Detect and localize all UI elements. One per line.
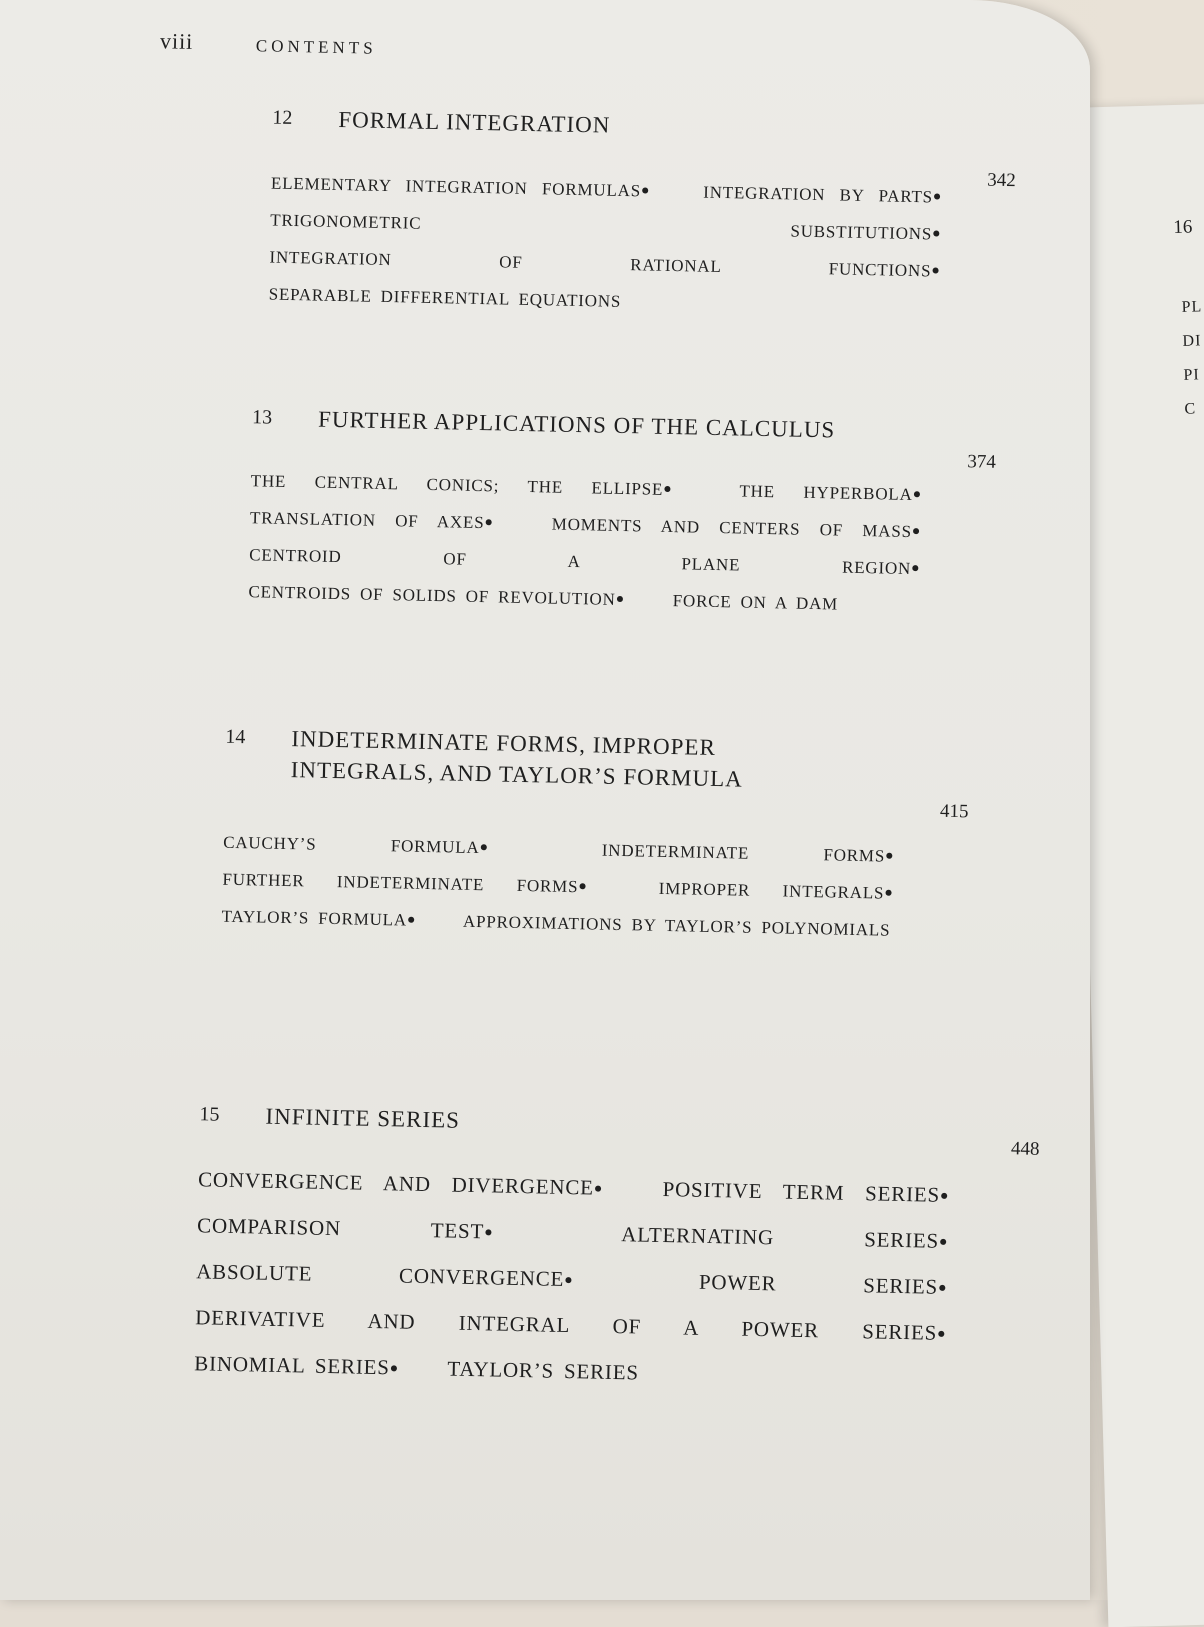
page-folio: viii <box>159 28 194 54</box>
topic-item: ALTERNATING SERIES <box>621 1222 940 1253</box>
topic-list <box>248 462 961 625</box>
chapter-number: 12 <box>272 106 293 129</box>
topic-item: SEPARABLE DIFFERENTIAL EQUATIONS <box>268 284 622 311</box>
bullet-separator: ● <box>884 885 894 901</box>
bullet-separator: ● <box>483 1225 494 1241</box>
topic-item: IMPROPER INTEGRALS <box>658 878 885 903</box>
topic-item: INDETERMINATE FORMS <box>601 840 886 866</box>
running-head-title: CONTENTS <box>255 36 377 58</box>
topic-item: BINOMIAL SERIES <box>194 1351 390 1380</box>
bullet-separator: ● <box>931 226 942 242</box>
bullet-separator: ● <box>939 1188 950 1204</box>
facing-text-fragment: PI <box>1183 366 1200 384</box>
topic-list <box>221 824 933 950</box>
topic-item: POWER SERIES <box>698 1269 939 1299</box>
topic-item: INTEGRATION BY PARTS <box>703 182 934 207</box>
bullet-separator: ● <box>593 1181 604 1197</box>
chapter-entry <box>221 722 969 940</box>
bullet-separator: ● <box>910 561 921 577</box>
topic-list <box>194 1157 989 1403</box>
bullet-separator: ● <box>640 183 651 199</box>
topic-item: FORCE ON A DAM <box>672 591 839 614</box>
facing-text-fragment: C <box>1184 400 1197 418</box>
topic-item: CENTROIDS OF SOLIDS OF REVOLUTION <box>248 582 616 609</box>
facing-text-fragment: PL <box>1181 298 1203 316</box>
topic-item: THE HYPERBOLA <box>739 481 913 505</box>
topic-list <box>268 165 981 328</box>
topic-item: ABSOLUTE CONVERGENCE <box>195 1259 565 1291</box>
bullet-separator: ● <box>484 515 494 531</box>
facing-text-fragment: DI <box>1182 332 1202 350</box>
chapter-title: FORMAL INTEGRATION <box>338 106 611 138</box>
facing-chapter-number: 16 <box>1173 216 1193 239</box>
topic-item: TRANSLATION OF AXES <box>249 508 485 533</box>
bullet-separator: ● <box>406 912 417 928</box>
bullet-separator: ● <box>563 1272 574 1289</box>
topic-item: THE CENTRAL CONICS; THE ELLIPSE <box>250 471 664 499</box>
topic-item: CAUCHY’S FORMULA <box>223 832 480 858</box>
topic-item: FURTHER INDETERMINATE FORMS <box>222 869 579 897</box>
bullet-separator: ● <box>884 848 895 864</box>
topic-item: MOMENTS AND CENTERS OF MASS <box>551 514 913 542</box>
chapter-page-number: 374 <box>967 451 997 473</box>
chapter-number: 13 <box>251 406 273 429</box>
topic-item: APPROXIMATIONS BY TAYLOR’S POLYNOMIALS <box>462 911 891 940</box>
chapter-title: FURTHER APPLICATIONS OF THE CALCULUS <box>317 406 836 443</box>
bullet-separator: ● <box>932 189 943 205</box>
chapter-entry <box>268 103 1016 311</box>
topic-item: DERIVATIVE AND INTEGRAL OF A POWER SERIES <box>195 1305 938 1345</box>
topic-item: CENTROID OF A PLANE REGION <box>249 545 912 579</box>
bullet-separator: ● <box>578 879 588 895</box>
topic-item: ELEMENTARY INTEGRATION FORMULAS <box>270 173 642 201</box>
topic-item: COMPARISON TEST <box>196 1213 485 1244</box>
chapter-page-number: 448 <box>1010 1138 1040 1160</box>
bullet-separator: ● <box>931 263 941 279</box>
chapter-number: 15 <box>199 1103 220 1126</box>
bullet-separator: ● <box>389 1361 400 1377</box>
chapter-page-number: 415 <box>939 800 969 823</box>
topic-item: INTEGRATION OF RATIONAL FUNCTIONS <box>269 247 932 281</box>
chapter-page-number: 342 <box>987 169 1016 192</box>
topic-item: TRIGONOMETRIC SUBSTITUTIONS <box>270 210 933 244</box>
chapter-entry <box>248 402 997 614</box>
bullet-separator: ● <box>936 1326 947 1342</box>
bullet-separator: ● <box>479 840 489 856</box>
bullet-separator: ● <box>938 1234 949 1250</box>
chapter-title: INDETERMINATE FORMS, IMPROPER INTEGRALS, AND TAYLOR’S FORMULA <box>290 726 744 792</box>
bullet-separator: ● <box>937 1280 948 1296</box>
bullet-separator: ● <box>912 487 923 503</box>
chapter-entry <box>194 1099 1040 1385</box>
topic-item: TAYLOR’S FORMULA <box>221 906 408 930</box>
bullet-separator: ● <box>911 524 922 540</box>
bullet-separator: ● <box>663 481 673 498</box>
topic-item: TAYLOR’S SERIES <box>447 1356 640 1385</box>
running-head <box>159 28 377 65</box>
topic-item: CONVERGENCE AND DIVERGENCE <box>197 1167 595 1200</box>
bullet-separator: ● <box>615 591 626 608</box>
topic-item: POSITIVE TERM SERIES <box>662 1176 941 1207</box>
chapter-title: INFINITE SERIES <box>265 1103 461 1133</box>
chapter-number: 14 <box>225 725 246 749</box>
